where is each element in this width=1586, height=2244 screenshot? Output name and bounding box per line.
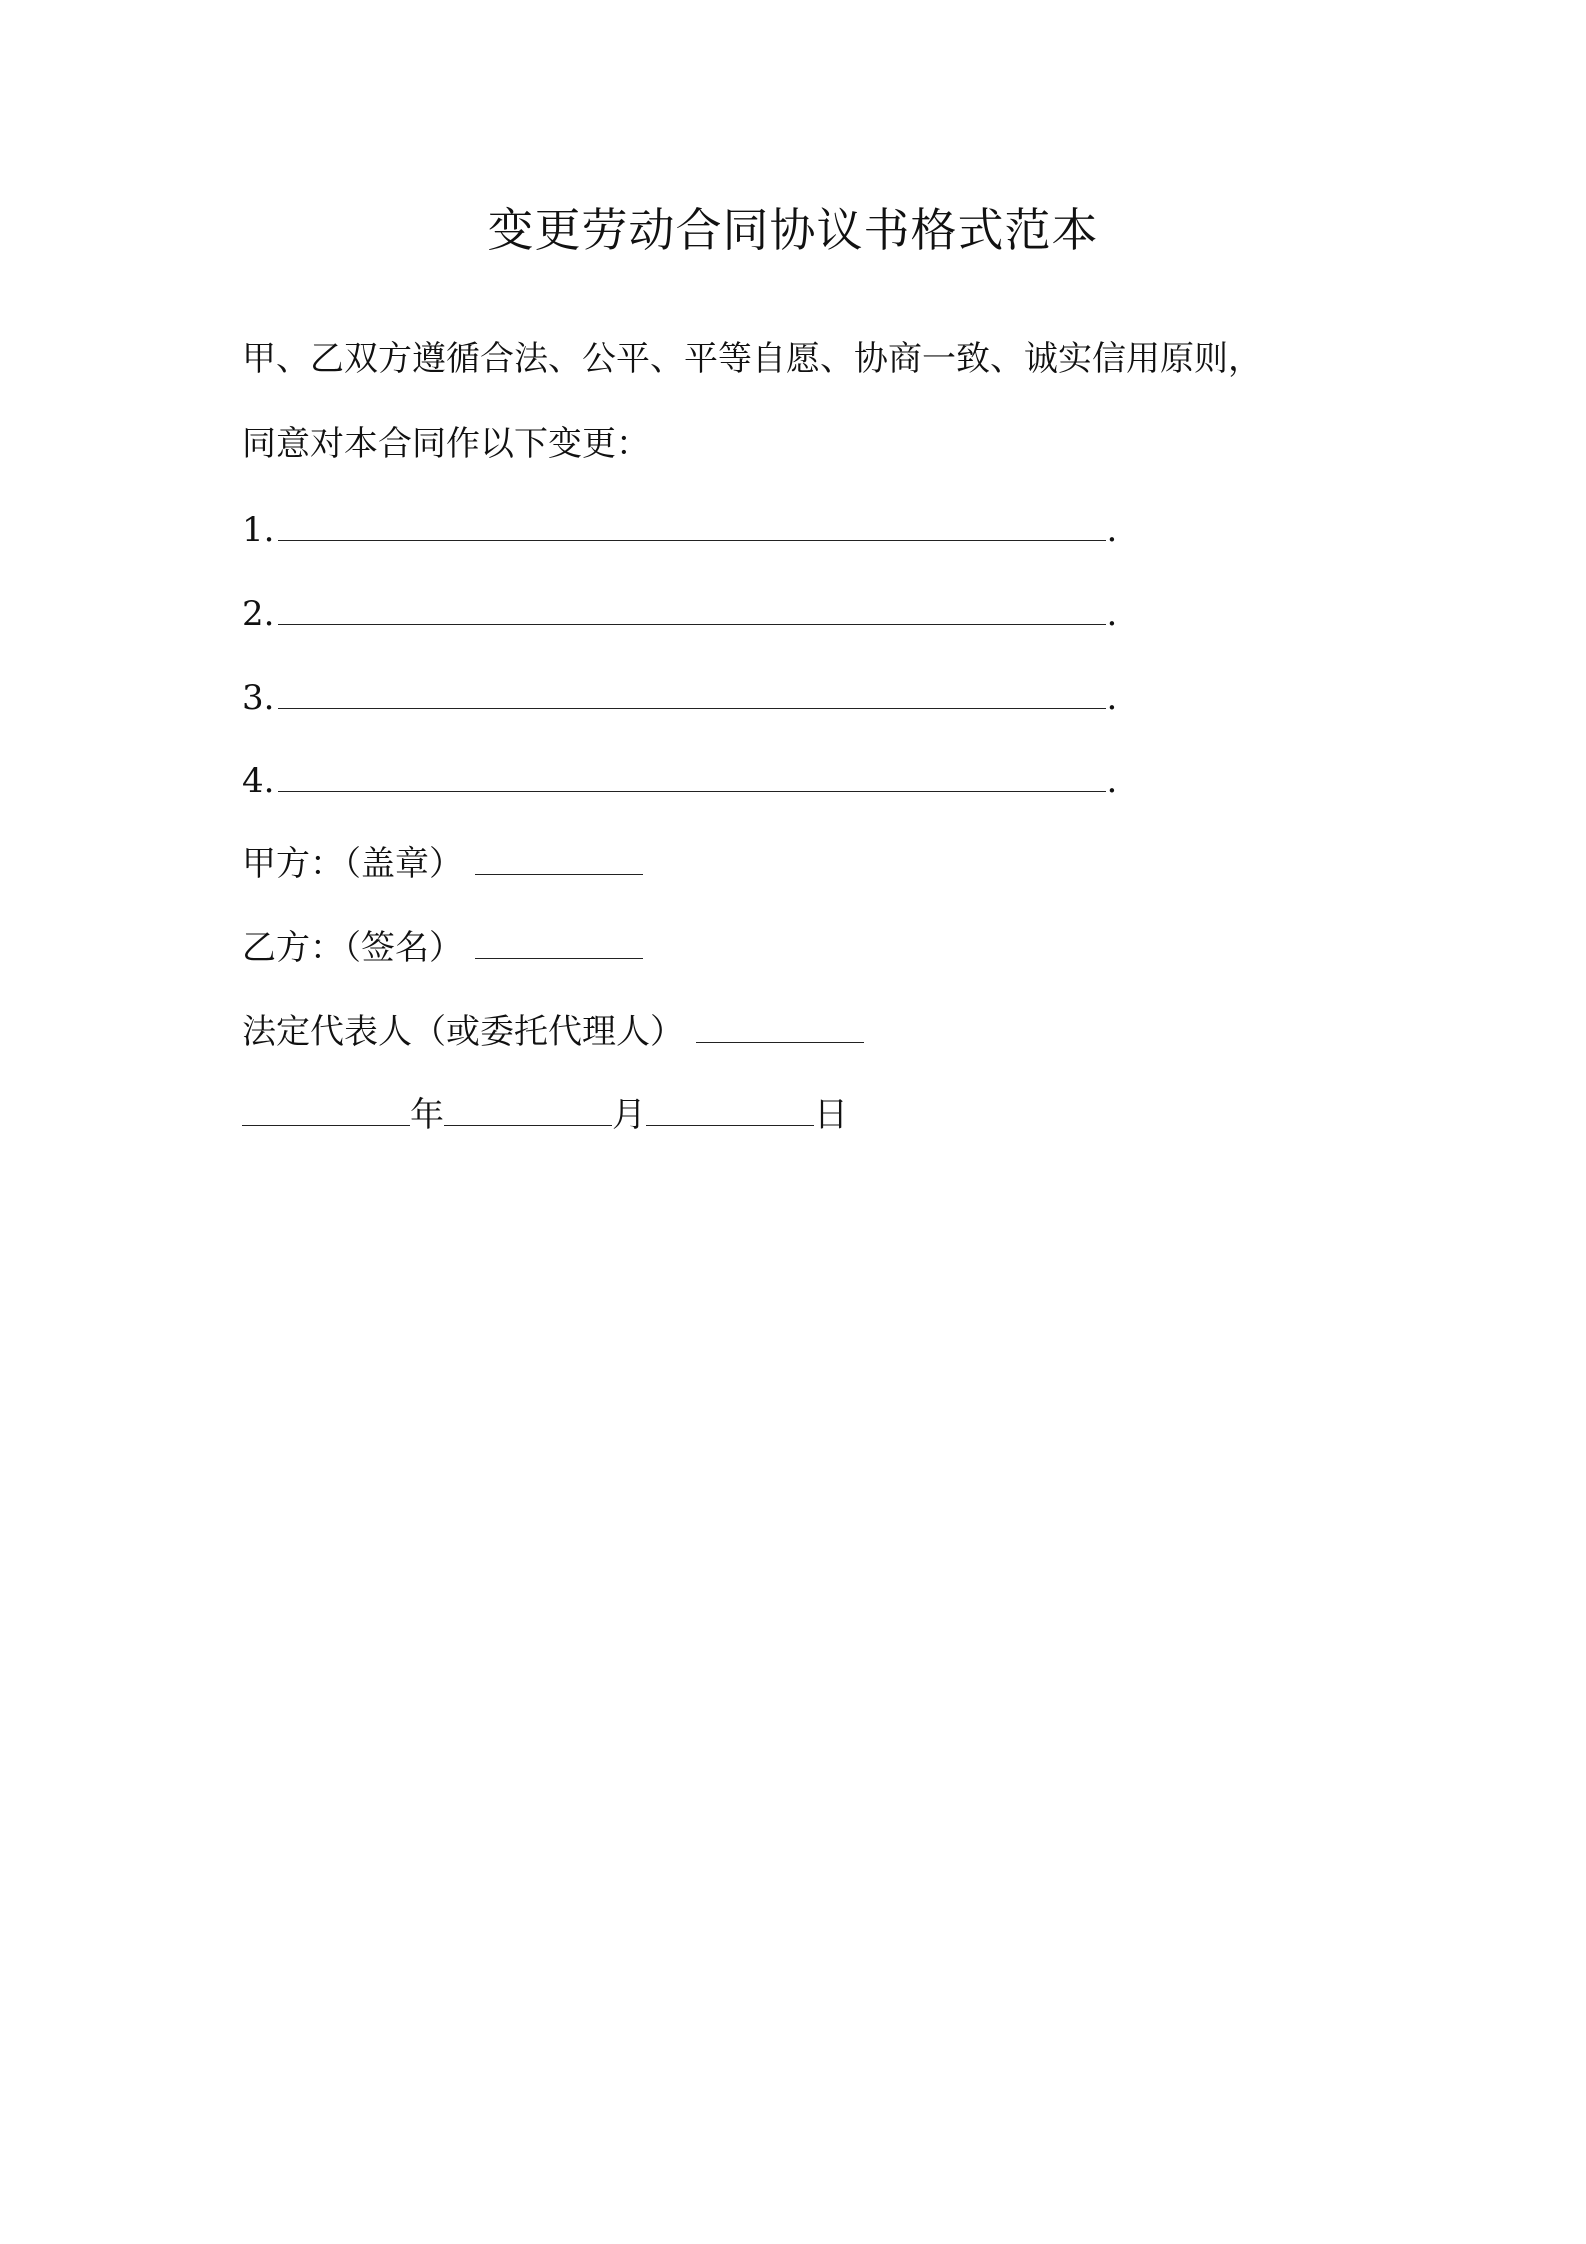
change-item-2-blank[interactable]	[278, 590, 1106, 625]
change-item-2	[242, 590, 1117, 638]
party-a-line	[242, 840, 643, 888]
representative-blank[interactable]	[696, 1008, 864, 1043]
year-blank[interactable]	[242, 1091, 410, 1126]
change-item-1	[242, 506, 1117, 554]
item-end: .	[1106, 510, 1118, 550]
party-b-signature-blank[interactable]	[475, 924, 643, 959]
change-item-3-blank[interactable]	[278, 674, 1106, 709]
month-label: 月	[612, 1095, 646, 1135]
change-item-1-blank[interactable]	[278, 506, 1106, 541]
item-number: 1.	[242, 510, 275, 550]
item-number: 3.	[242, 678, 275, 718]
intro-line-1: 甲、乙双方遵循合法、公平、平等自愿、协商一致、诚实信用原则，	[242, 339, 1262, 379]
party-a-label: 甲方：（盖章）	[242, 844, 463, 884]
day-blank[interactable]	[646, 1091, 814, 1126]
document-title: 变更劳动合同协议书格式范本	[487, 203, 1099, 257]
change-item-4-blank[interactable]	[278, 757, 1106, 792]
item-end: .	[1106, 594, 1118, 634]
date-line	[242, 1091, 848, 1139]
change-item-3	[242, 674, 1117, 722]
item-number: 4.	[242, 761, 275, 801]
item-end: .	[1106, 761, 1118, 801]
party-b-label: 乙方：（签名）	[242, 928, 463, 968]
month-blank[interactable]	[444, 1091, 612, 1126]
representative-label: 法定代表人（或委托代理人）	[242, 1012, 684, 1052]
day-label: 日	[814, 1095, 848, 1135]
change-item-4	[242, 757, 1117, 805]
representative-line	[242, 1008, 864, 1056]
item-number: 2.	[242, 594, 275, 634]
item-end: .	[1106, 678, 1118, 718]
party-b-line	[242, 924, 643, 972]
year-label: 年	[410, 1095, 444, 1135]
intro-line-2: 同意对本合同作以下变更：	[242, 424, 650, 464]
party-a-seal-blank[interactable]	[475, 840, 643, 875]
